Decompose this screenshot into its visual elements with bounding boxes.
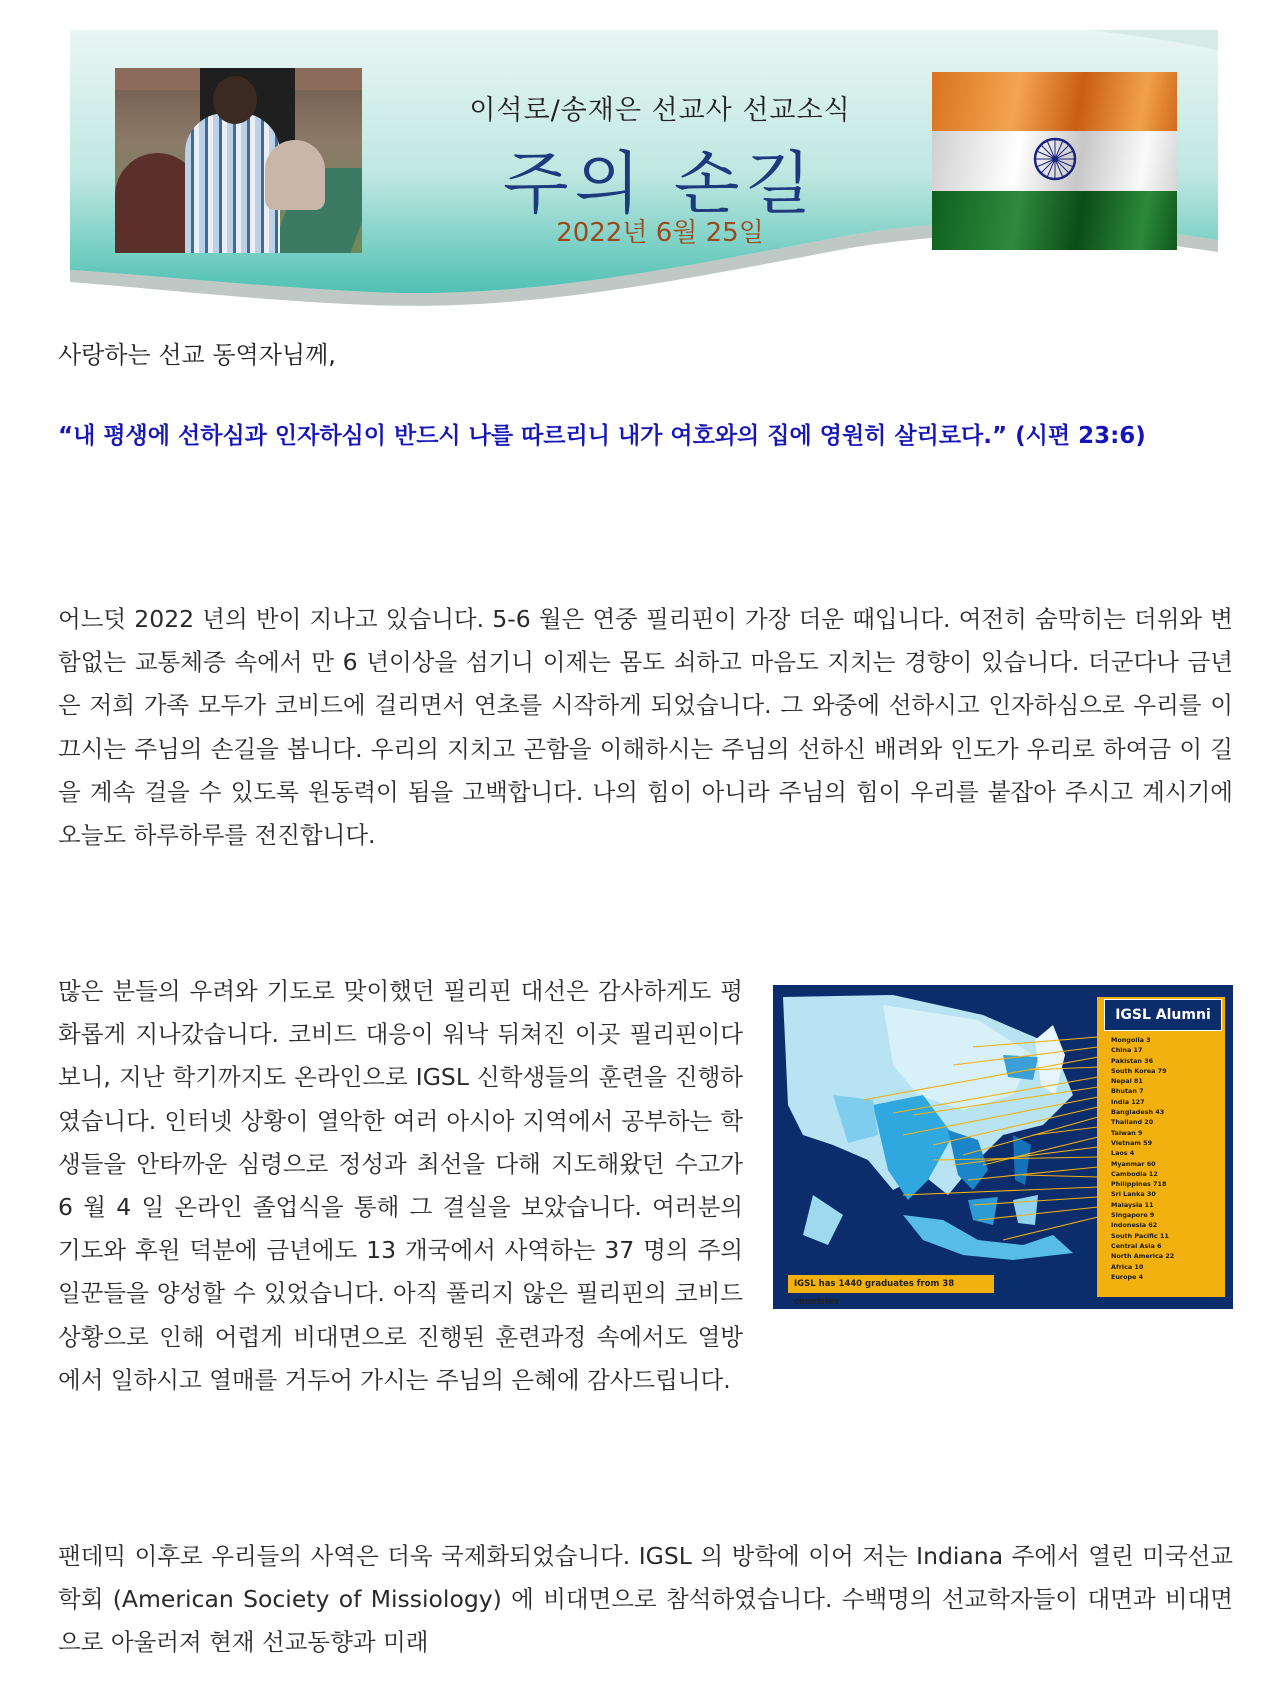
missionary-photo [115,68,362,253]
igsl-alumni-logo: IGSL Alumni [1104,999,1222,1031]
paragraph-2: 많은 분들의 우려와 기도로 맞이했던 필리핀 대선은 감사하게도 평화롭게 지나갔습니다. 코비드 대응이 워낙 뒤쳐진 이곳 필리핀이다 보니, 지난 학기까지도 온라인으로 IGSL 신학생들의 훈련을 진행하였습니다. 인터넷 상황이 열악한 여러 아시아 지역에서 공부하는 학생들을 안타까운 심령으로 정성과 최선을 다해 지도해왔던 수고가 6 월 4 일 온라인 졸업식을 통해 그 결실을 보았습니다. 여러분의 기도와 후원 덕분에 금년에도 13 개국에서 사역하는 37 명의 주의 일꾼들을 양성할 수 있었습니다. 아직 풀리지 않은 필리핀의 코비드 상황으로 인해 어렵게 비대면으로 진행된 훈련과정 속에서도 열방에서 일하시고 열매를 거두어 가시는 주님의 은혜에 감사드립니다. [58,977,743,1394]
paragraph-1: 어느덧 2022 년의 반이 지나고 있습니다. 5-6 월은 연중 필리핀이 가장 더운 때입니다. 여전히 숨막히는 더위와 변함없는 교통체증 속에서 만 6 년이상을 섬기니 이제는 몸도 쇠하고 마음도 지치는 경향이 있습니다. 더군다나 금년은 저희 가족 모두가 코비드에 걸리면서 연초를 시작하게 되었습니다. 그 와중에 선하시고 인자하심으로 우리를 이끄시는 주님의 손길을 봅니다. 우리의 지치고 곤함을 이해하시는 주님의 선하신 배려와 인도가 우리로 하여금 이 길을 계속 걸을 수 있도록 원동력이 됨을 고백합니다. 나의 힘이 아니라 주님의 힘이 우리를 붙잡아 주시고 계시기에 오늘도 하루하루를 전진합니다. [58,605,1233,850]
india-flag-image [932,72,1177,250]
newsletter-date: 2022년 6월 25일 [556,218,764,248]
alumni-country-list: Mongolia 3 China 17 Pakistan 36 South Korea 79 Nepal 81 Bhutan 7 India 127 Bangladesh 43 Thailand 20 Taiwan 9 Vietnam 59 Laos 4 Myanmar 60 Cambodia 12 Philippines 718 Sri Lanka 30 Malaysia 11 Singapore 9 Indonesia 62 South Pacific 11 Central Asia 6 North America 22 Africa 10 Europe 4 [1111,1036,1175,1281]
greeting: 사랑하는 선교 동역자님께, [58,341,336,369]
igsl-alumni-map [773,985,1233,1309]
header-banner [70,30,1218,315]
newsletter-subtitle: 이석로/송재은 선교사 선교소식 [469,95,851,126]
ashoka-chakra-icon [1032,136,1078,182]
paragraph-3: 팬데믹 이후로 우리들의 사역은 더욱 국제화되었습니다. IGSL 의 방학에 이어 저는 Indiana 주에서 열린 미국선교학회 (American Society of Missiology) 에 비대면으로 참석하였습니다. 수백명의 선교학자들이 대면과 비대면으로 아울러져 현재 선교동향과 미래 [58,1542,1233,1657]
newsletter-title: 주의 손길 [502,145,818,224]
paragraph-2-section [58,970,1233,1402]
alumni-caption: IGSL has 1440 graduates from 38 countries [788,1275,994,1293]
bible-verse: “내 평생에 선하심과 인자하심이 반드시 나를 따르리니 내가 여호와의 집에 영원히 살리로다.” (시편 23:6) [58,423,1146,449]
